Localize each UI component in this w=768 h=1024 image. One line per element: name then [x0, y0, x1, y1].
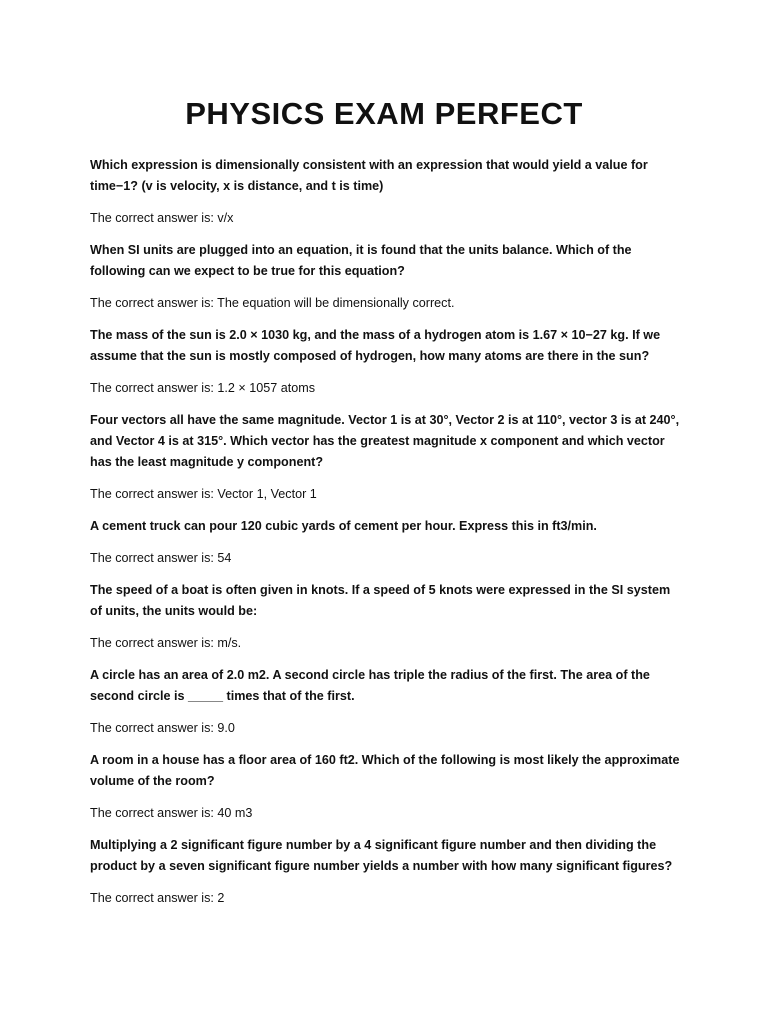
answer-text: The correct answer is: 2 — [90, 891, 225, 905]
answer-text: The correct answer is: Vector 1, Vector 1 — [90, 487, 317, 501]
page-title: PHYSICS EXAM PERFECT — [185, 96, 583, 131]
answer-text: The correct answer is: v/x — [90, 211, 234, 225]
answer-text: The correct answer is: 1.2 × 1057 atoms — [90, 381, 316, 395]
question-text: When SI units are plugged into an equation, it is found that the units balance. Which of the following can we expect to be true for this equation? — [90, 243, 632, 278]
question-text: Multiplying a 2 significant figure number by a 4 significant figure number and then dividing the product by a seven significant figure number yields a number with how many significant figures? — [90, 838, 673, 873]
question-text: Four vectors all have the same magnitude. Vector 1 is at 30°, Vector 2 is at 110°, vector 3 is at 240°, and Vector 4 is at 315°. Which vector has the greatest magnitude x component and which vector has the least magnitude y component? — [90, 413, 680, 469]
question-text: A circle has an area of 2.0 m2. A second circle has triple the radius of the first. The area of the second circle is _____ times that of the first. — [90, 668, 650, 703]
question-text: The mass of the sun is 2.0 × 1030 kg, and the mass of a hydrogen atom is 1.67 × 10−27 kg. If we assume that the sun is mostly composed of hydrogen, how many atoms are there in the sun? — [90, 328, 661, 363]
answer-text: The correct answer is: 9.0 — [90, 721, 235, 735]
answer-text: The correct answer is: m/s. — [90, 636, 242, 650]
question-text: The speed of a boat is often given in knots. If a speed of 5 knots were expressed in the SI system of units, the units would be: — [90, 583, 671, 618]
answer-text: The correct answer is: 40 m3 — [90, 806, 253, 820]
question-list — [90, 155, 680, 920]
answer-text: The correct answer is: 54 — [90, 551, 232, 565]
question-text: Which expression is dimensionally consistent with an expression that would yield a value for time−1? (v is velocity, x is distance, and t is time) — [90, 158, 648, 193]
answer-text: The correct answer is: The equation will be dimensionally correct. — [90, 296, 455, 310]
question-text: A room in a house has a floor area of 160 ft2. Which of the following is most likely the approximate volume of the room? — [90, 753, 680, 788]
question-text: A cement truck can pour 120 cubic yards of cement per hour. Express this in ft3/min. — [90, 519, 597, 533]
